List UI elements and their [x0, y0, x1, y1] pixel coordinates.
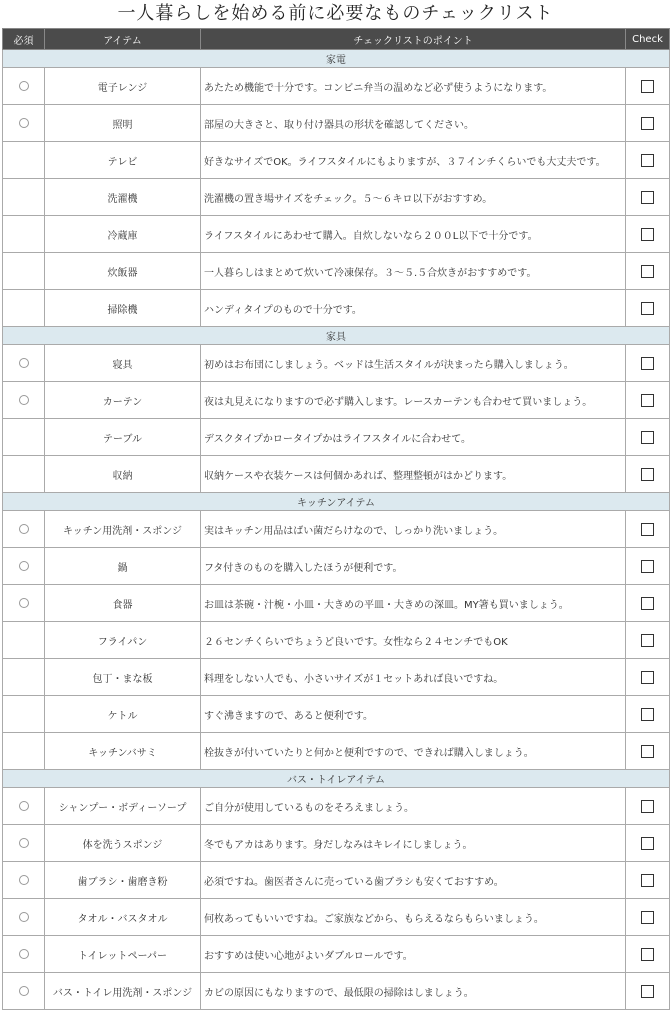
required-cell — [3, 825, 45, 862]
required-cell — [3, 622, 45, 659]
check-cell — [626, 862, 670, 899]
required-circle-icon — [19, 81, 29, 91]
table-row — [3, 659, 670, 696]
check-checkbox[interactable] — [641, 228, 654, 241]
check-cell — [626, 142, 670, 179]
required-cell — [3, 290, 45, 327]
required-circle-icon — [19, 598, 29, 608]
table-row — [3, 622, 670, 659]
item-name: バス・トイレ用洗剤・スポンジ — [45, 973, 201, 1010]
table-row — [3, 585, 670, 622]
table-row — [3, 696, 670, 733]
check-checkbox[interactable] — [641, 671, 654, 684]
check-cell — [626, 899, 670, 936]
item-name: 電子レンジ — [45, 68, 201, 105]
check-cell — [626, 973, 670, 1010]
required-cell — [3, 862, 45, 899]
item-name: 包丁・まな板 — [45, 659, 201, 696]
check-cell — [626, 659, 670, 696]
table-row — [3, 105, 670, 142]
item-name: 掃除機 — [45, 290, 201, 327]
required-cell — [3, 733, 45, 770]
table-row — [3, 142, 670, 179]
category-row — [3, 50, 670, 68]
required-cell — [3, 548, 45, 585]
check-checkbox[interactable] — [641, 911, 654, 924]
required-cell — [3, 696, 45, 733]
check-checkbox[interactable] — [641, 117, 654, 130]
required-cell — [3, 456, 45, 493]
item-point: 冬でもアカはあります。身だしなみはキレイにしましょう。 — [201, 825, 626, 862]
check-cell — [626, 936, 670, 973]
required-circle-icon — [19, 801, 29, 811]
required-circle-icon — [19, 524, 29, 534]
item-point: 何枚あってもいいですね。ご家族などから、もらえるならもらいましょう。 — [201, 899, 626, 936]
required-circle-icon — [19, 358, 29, 368]
check-checkbox[interactable] — [641, 874, 654, 887]
item-point: ２６センチくらいでちょうど良いです。女性なら２４センチでもOK — [201, 622, 626, 659]
table-row — [3, 456, 670, 493]
required-cell — [3, 419, 45, 456]
required-cell — [3, 68, 45, 105]
required-cell — [3, 216, 45, 253]
check-cell — [626, 179, 670, 216]
table-row — [3, 788, 670, 825]
required-circle-icon — [19, 395, 29, 405]
table-row — [3, 290, 670, 327]
checklist-body — [3, 50, 670, 1010]
item-point: 一人暮らしはまとめて炊いて冷凍保存。３〜５.５合炊きがおすすめです。 — [201, 253, 626, 290]
item-point: 好きなサイズでOK。ライフスタイルにもよりますが、３７インチくらいでも大丈夫です。 — [201, 142, 626, 179]
header-point: チェックリストのポイント — [201, 29, 626, 50]
item-name: 照明 — [45, 105, 201, 142]
page-title: 一人暮らしを始める前に必要なものチェックリスト — [117, 3, 554, 24]
check-cell — [626, 548, 670, 585]
item-name: 体を洗うスポンジ — [45, 825, 201, 862]
table-row — [3, 936, 670, 973]
item-point: 実はキッチン用品はばい菌だらけなので、しっかり洗いましょう。 — [201, 511, 626, 548]
check-cell — [626, 622, 670, 659]
table-row — [3, 825, 670, 862]
check-checkbox[interactable] — [641, 985, 654, 998]
table-row — [3, 733, 670, 770]
check-cell — [626, 456, 670, 493]
check-cell — [626, 696, 670, 733]
check-checkbox[interactable] — [641, 191, 654, 204]
header-item: アイテム — [45, 29, 201, 50]
required-circle-icon — [19, 838, 29, 848]
check-cell — [626, 68, 670, 105]
check-cell — [626, 419, 670, 456]
check-checkbox[interactable] — [641, 597, 654, 610]
item-name: 鍋 — [45, 548, 201, 585]
item-point: すぐ沸きますので、あると便利です。 — [201, 696, 626, 733]
check-checkbox[interactable] — [641, 948, 654, 961]
check-cell — [626, 216, 670, 253]
required-cell — [3, 585, 45, 622]
item-point: ハンディタイプのもので十分です。 — [201, 290, 626, 327]
category-label: バス・トイレアイテム — [3, 770, 670, 788]
item-point: カビの原因にもなりますので、最低限の掃除はしましょう。 — [201, 973, 626, 1010]
check-cell — [626, 788, 670, 825]
check-checkbox[interactable] — [641, 837, 654, 850]
item-point: あたため機能で十分です。コンビニ弁当の温めなど必ず使うようになります。 — [201, 68, 626, 105]
check-checkbox[interactable] — [641, 431, 654, 444]
checklist-table — [2, 28, 670, 1010]
table-row — [3, 862, 670, 899]
item-point: ご自分が使用しているものをそろえましょう。 — [201, 788, 626, 825]
table-row — [3, 973, 670, 1010]
header-check: Check — [626, 29, 670, 50]
table-row — [3, 345, 670, 382]
check-cell — [626, 511, 670, 548]
check-checkbox[interactable] — [641, 468, 654, 481]
check-cell — [626, 290, 670, 327]
table-row — [3, 179, 670, 216]
check-cell — [626, 825, 670, 862]
item-name: キッチンバサミ — [45, 733, 201, 770]
required-cell — [3, 382, 45, 419]
category-row — [3, 770, 670, 788]
table-row — [3, 511, 670, 548]
required-cell — [3, 179, 45, 216]
item-name: ケトル — [45, 696, 201, 733]
table-row — [3, 68, 670, 105]
item-name: 冷蔵庫 — [45, 216, 201, 253]
item-point: フタ付きのものを購入したほうが便利です。 — [201, 548, 626, 585]
table-row — [3, 419, 670, 456]
required-cell — [3, 973, 45, 1010]
check-checkbox[interactable] — [641, 302, 654, 315]
required-cell — [3, 788, 45, 825]
header-row — [3, 29, 670, 50]
required-cell — [3, 142, 45, 179]
item-name: 寝具 — [45, 345, 201, 382]
table-row — [3, 216, 670, 253]
item-name: キッチン用洗剤・スポンジ — [45, 511, 201, 548]
required-circle-icon — [19, 912, 29, 922]
item-name: テレビ — [45, 142, 201, 179]
check-cell — [626, 585, 670, 622]
item-name: 収納 — [45, 456, 201, 493]
required-cell — [3, 345, 45, 382]
item-name: 炊飯器 — [45, 253, 201, 290]
check-checkbox[interactable] — [641, 523, 654, 536]
check-cell — [626, 733, 670, 770]
required-circle-icon — [19, 949, 29, 959]
item-point: 夜は丸見えになりますので必ず購入します。レースカーテンも合わせて買いましょう。 — [201, 382, 626, 419]
check-cell — [626, 345, 670, 382]
item-name: フライパン — [45, 622, 201, 659]
required-cell — [3, 105, 45, 142]
table-row — [3, 382, 670, 419]
required-circle-icon — [19, 118, 29, 128]
required-cell — [3, 253, 45, 290]
category-label: 家電 — [3, 50, 670, 68]
check-checkbox[interactable] — [641, 265, 654, 278]
item-point: 収納ケースや衣装ケースは何個かあれば、整理整頓がはかどります。 — [201, 456, 626, 493]
category-label: 家具 — [3, 327, 670, 345]
check-checkbox[interactable] — [641, 634, 654, 647]
item-point: 初めはお布団にしましょう。ベッドは生活スタイルが決まったら購入しましょう。 — [201, 345, 626, 382]
required-cell — [3, 936, 45, 973]
category-label: キッチンアイテム — [3, 493, 670, 511]
category-row — [3, 493, 670, 511]
item-name: カーテン — [45, 382, 201, 419]
required-cell — [3, 659, 45, 696]
check-checkbox[interactable] — [641, 154, 654, 167]
item-name: トイレットペーパー — [45, 936, 201, 973]
item-point: 必須ですね。歯医者さんに売っている歯ブラシも安くておすすめ。 — [201, 862, 626, 899]
item-point: 栓抜きが付いていたりと何かと便利ですので、できれば購入しましょう。 — [201, 733, 626, 770]
check-checkbox[interactable] — [641, 80, 654, 93]
required-cell — [3, 511, 45, 548]
check-cell — [626, 105, 670, 142]
item-name: 歯ブラシ・歯磨き粉 — [45, 862, 201, 899]
required-circle-icon — [19, 986, 29, 996]
check-checkbox[interactable] — [641, 357, 654, 370]
header-required: 必須 — [3, 29, 45, 50]
required-circle-icon — [19, 875, 29, 885]
required-circle-icon — [19, 561, 29, 571]
check-cell — [626, 382, 670, 419]
table-row — [3, 253, 670, 290]
item-name: テーブル — [45, 419, 201, 456]
required-cell — [3, 899, 45, 936]
item-point: デスクタイプかロータイプかはライフスタイルに合わせて。 — [201, 419, 626, 456]
check-cell — [626, 253, 670, 290]
check-checkbox[interactable] — [641, 708, 654, 721]
item-point: 料理をしない人でも、小さいサイズが１セットあれば良いですね。 — [201, 659, 626, 696]
item-point: おすすめは使い心地がよいダブルロールです。 — [201, 936, 626, 973]
check-checkbox[interactable] — [641, 745, 654, 758]
item-point: ライフスタイルにあわせて購入。自炊しないなら２００L以下で十分です。 — [201, 216, 626, 253]
category-row — [3, 327, 670, 345]
check-checkbox[interactable] — [641, 560, 654, 573]
item-point: 洗濯機の置き場サイズをチェック。５〜６キロ以下がおすすめ。 — [201, 179, 626, 216]
check-checkbox[interactable] — [641, 394, 654, 407]
item-name: タオル・バスタオル — [45, 899, 201, 936]
item-name: 洗濯機 — [45, 179, 201, 216]
check-checkbox[interactable] — [641, 800, 654, 813]
table-row — [3, 548, 670, 585]
item-point: お皿は茶碗・汁椀・小皿・大きめの平皿・大きめの深皿。MY箸も買いましょう。 — [201, 585, 626, 622]
item-point: 部屋の大きさと、取り付け器具の形状を確認してください。 — [201, 105, 626, 142]
item-name: 食器 — [45, 585, 201, 622]
item-name: シャンプー・ボディーソープ — [45, 788, 201, 825]
table-row — [3, 899, 670, 936]
